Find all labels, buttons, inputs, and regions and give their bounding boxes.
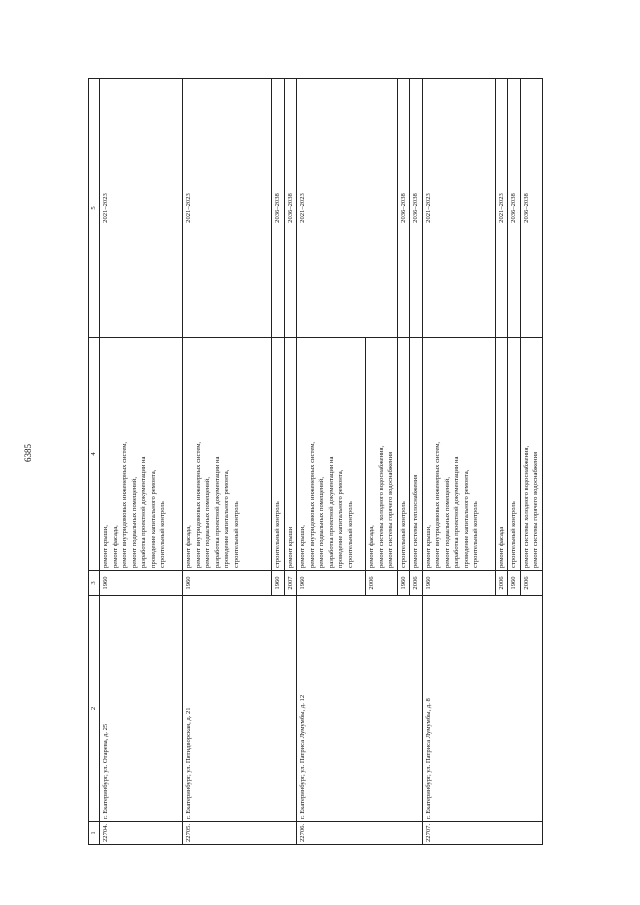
work-line: ремонт внутридомовых инженерных систем, [121,441,128,568]
address-cell: г. Екатеринбург, ул. Патриса Лумумбы, д. 8 [422,596,542,822]
table-row [422,79,495,845]
address-cell: г. Екатеринбург, ул. Отарева, д. 25 [100,596,183,822]
work-line: ремонт подвальных помещений, [318,477,325,568]
table-row [100,79,183,845]
year-cell: 1960 [422,571,495,596]
period-cell: 2036–2038 [520,79,542,338]
work-line: ремонт внутридомовых инженерных систем, [434,441,441,568]
works-cell [183,338,272,571]
works-cell: ремонт системы теплоснабжения [410,338,423,571]
header-col-5: 5 [89,79,100,338]
year-cell: 2006 [366,571,398,596]
table-row [297,79,366,845]
year-cell: 2006 [520,571,542,596]
works-cell: строительный контроль [272,338,285,571]
work-line: разработка проектной документации на [140,456,147,568]
period-cell: 2036–2038 [410,79,423,338]
repair-schedule-table [88,78,543,845]
period-cell: 2021–2023 [183,79,272,338]
work-line: ремонт фасада, [368,525,375,568]
works-cell [297,338,366,571]
work-line: строительный контроль [472,501,479,568]
works-cell [366,338,398,571]
header-col-3: 3 [89,571,100,596]
work-line: строительный контроль [232,501,240,568]
page-number: 6385 [23,444,33,462]
year-cell: 2006 [495,571,508,596]
row-number: 22706. [297,822,423,845]
period-cell: 2036–2038 [508,79,521,338]
work-line: ремонт системы горячего водоснабжения [387,451,394,568]
work-line: ремонт внутридомовых инженерных систем, [308,441,316,568]
work-line: строительный контроль [159,501,166,568]
header-col-4: 4 [89,338,100,571]
header-row [89,79,100,845]
year-cell: 1960 [397,571,410,596]
work-line: проведение капитального ремонта, [462,469,470,568]
work-line: проведение капитального ремонта, [149,469,157,568]
work-line: разработка проектной документации на [327,456,335,568]
year-cell: 1960 [297,571,366,596]
works-cell [520,338,542,571]
work-line: строительный контроль [346,501,354,568]
works-cell: строительный контроль [397,338,410,571]
year-cell: 1960 [100,571,183,596]
period-cell: 2036–2038 [284,79,297,338]
work-line: ремонт внутридомовых инженерных систем, [194,441,202,568]
work-line: ремонт подвальных помещений, [204,477,211,568]
year-cell: 1960 [272,571,285,596]
works-cell: строительный контроль [508,338,521,571]
work-line: ремонт фасада, [185,525,192,568]
year-cell: 1960 [508,571,521,596]
row-number: 22707. [422,822,542,845]
year-cell: 2006 [410,571,423,596]
table-row [183,79,272,845]
work-line: ремонт подвальных помещений, [130,477,138,568]
works-cell [422,338,495,571]
work-line: проведение капитального ремонта, [337,469,344,568]
work-line: проведение капитального ремонта, [223,469,230,568]
period-cell: 2021–2023 [297,79,398,338]
work-line: ремонт крыши, [299,525,306,568]
year-cell: 2007 [284,571,297,596]
work-line: ремонт системы холодного водоснабжения, [522,445,530,568]
header-col-1: 1 [89,822,100,845]
work-line: ремонт крыши, [102,525,109,568]
work-line: разработка проектной документации на [213,456,221,568]
period-cell: 2021–2023 [495,79,508,338]
works-cell: ремонт фасада [495,338,508,571]
address-cell: г. Екатеринбург, ул. Пятидворская, д. 21 [183,596,297,822]
header-col-2: 2 [89,596,100,822]
work-line: разработка проектной документации на [453,456,460,568]
period-cell: 2036–2038 [272,79,285,338]
period-cell: 2021–2023 [422,79,495,338]
works-cell [100,338,183,571]
row-number: 22704. [100,822,183,845]
works-cell: ремонт крыши [284,338,297,571]
work-line: ремонт крыши, [424,525,432,568]
work-line: ремонт фасада, [111,525,119,568]
work-line: ремонт подвальных помещений, [443,477,451,568]
period-cell: 2021–2023 [100,79,183,338]
row-number: 22705. [183,822,297,845]
period-cell: 2036–2038 [397,79,410,338]
year-cell: 1960 [183,571,272,596]
rotated-table-sheet [88,78,557,845]
work-line: ремонт системы холодного водоснабжения, [377,445,385,568]
work-line: ремонт системы горячего водоснабжения [532,451,539,568]
address-cell: г. Екатеринбург, ул. Патриса Лумумбы, д. 12 [297,596,423,822]
